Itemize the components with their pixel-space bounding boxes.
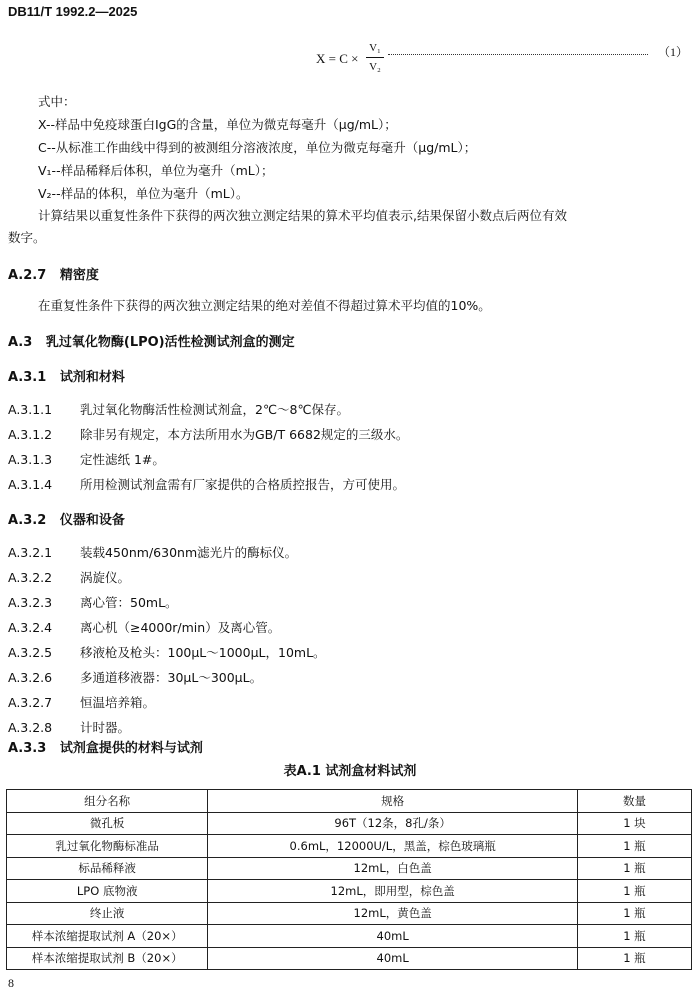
list-item: A.3.2.6 多通道移液器：30μL～300μL。 [8,670,263,685]
list-item: A.3.2.1 装载450nm/630nm滤光片的酶标仪。 [8,545,298,560]
table-cell: 12mL，黄色盖 [208,902,578,925]
list-item: A.3.2.8 计时器。 [8,720,131,735]
table-cell: LPO 底物液 [7,880,208,903]
calc-note-line-2: 数字。 [8,230,46,245]
section-number: A.3.1 [8,370,47,385]
fraction-bar [366,57,384,58]
table-cell: 终止液 [7,902,208,925]
list-item: A.3.1.4 所用检测试剂盒需有厂家提供的合格质控报告，方可使用。 [8,477,406,492]
leader-dots [388,44,648,55]
section-a33-heading [8,737,203,756]
formula-1 [316,40,690,80]
list-item: A.3.1.1 乳过氧化物酶活性检测试剂盒，2℃～8℃保存。 [8,402,349,417]
table-cell: 1 瓶 [577,835,691,858]
table-cell: 96T（12条，8孔/条） [208,812,578,835]
table-cell: 1 瓶 [577,880,691,903]
section-number: A.2.7 [8,268,47,283]
list-item: A.3.2.2 涡旋仪。 [8,570,131,585]
table-cell: 12mL，白色盖 [208,857,578,880]
table-row [7,902,692,925]
list-item: A.3.2.4 离心机（≥4000r/min）及离心管。 [8,620,281,635]
table-cell: 1 瓶 [577,947,691,970]
formula-lhs: X = C × [316,51,359,66]
table-row [7,812,692,835]
table-cell: 微孔板 [7,812,208,835]
table-cell: 40mL [208,925,578,948]
calc-note-line-1: 计算结果以重复性条件下获得的两次独立测定结果的算术平均值表示,结果保留小数点后两位有效 [38,208,567,223]
table-row [7,880,692,903]
column-header: 数量 [577,790,691,813]
list-item: A.3.1.3 定性滤纸 1#。 [8,452,165,467]
list-item: A.3.2.5 移液枪及枪头：100μL～1000μL，10mL。 [8,645,326,660]
column-header: 规格 [208,790,578,813]
page-number: 8 [8,976,14,990]
where-intro: 式中： [38,94,76,109]
table-cell: 1 瓶 [577,925,691,948]
section-a32-heading [8,509,125,528]
table-cell: 乳过氧化物酶标准品 [7,835,208,858]
where-c: C--从标准工作曲线中得到的被测组分溶液浓度，单位为微克每毫升（μg/mL）； [38,140,477,155]
section-title: 精密度 [59,268,99,283]
table-cell: 40mL [208,947,578,970]
list-item: A.3.2.7 恒温培养箱。 [8,695,156,710]
table-row [7,947,692,970]
table-cell: 1 块 [577,812,691,835]
precision-text: 在重复性条件下获得的两次独立测定结果的绝对差值不得超过算术平均值的10%。 [38,298,491,313]
section-title: 乳过氧化物酶(LPO)活性检测试剂盒的测定 [45,335,295,350]
list-item: A.3.2.3 离心管：50mL。 [8,595,178,610]
section-a31-heading [8,366,125,385]
section-title: 试剂和材料 [59,370,125,385]
table-caption: 表A.1 试剂盒材料试剂 [283,764,417,779]
formula-fraction [366,40,384,75]
section-a3-heading [8,331,295,350]
where-v2: V₂--样品的体积，单位为毫升（mL）。 [38,186,249,201]
section-number: A.3.3 [8,741,47,756]
table-cell: 1 瓶 [577,902,691,925]
table-cell: 标品稀释液 [7,857,208,880]
section-number: A.3.2 [8,513,47,528]
section-title: 仪器和设备 [59,513,125,528]
section-number: A.3 [8,335,33,350]
formula-number: （1） [657,45,688,59]
table-cell: 0.6mL，12000U/L，黑盖，棕色玻璃瓶 [208,835,578,858]
list-item: A.3.1.2 除非另有规定，本方法所用水为GB/T 6682规定的三级水。 [8,427,409,442]
table-row [7,835,692,858]
formula-denominator: V₂ [369,61,381,73]
where-x: X--样品中免疫球蛋白IgG的含量，单位为微克每毫升（μg/mL）； [38,117,397,132]
table-cell: 样本浓缩提取试剂 A（20×） [7,925,208,948]
table-cell: 样本浓缩提取试剂 B（20×） [7,947,208,970]
table-row [7,857,692,880]
table-header-row [7,790,692,813]
document-code: DB11/T 1992.2—2025 [8,4,138,19]
table-cell: 12mL，即用型，棕色盖 [208,880,578,903]
where-v1: V₁--样品稀释后体积，单位为毫升（mL）； [38,163,274,178]
formula-numerator: V₁ [369,42,381,54]
table-cell: 1 瓶 [577,857,691,880]
materials-table [6,789,692,970]
section-a27-heading [8,264,99,283]
column-header: 组分名称 [7,790,208,813]
table-row [7,925,692,948]
section-title: 试剂盒提供的材料与试剂 [59,741,203,756]
